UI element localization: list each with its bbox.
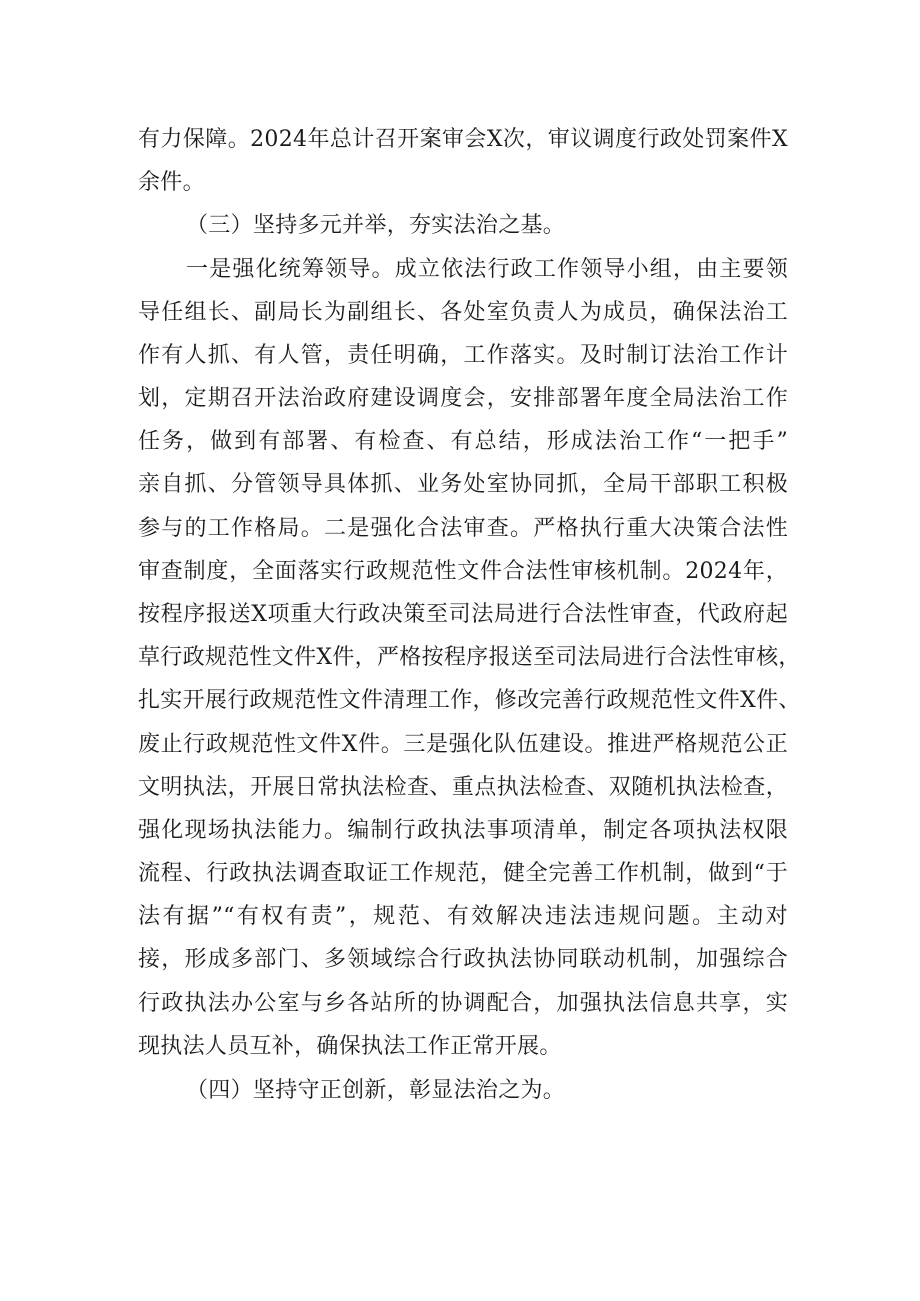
section-heading-3: （三）坚持多元并举，夯实法治之基。 <box>186 213 566 238</box>
paragraph-line: 任务，做到有部署、有检查、有总结，形成法治工作“一把手” <box>138 429 788 454</box>
paragraph-line: 按程序报送X项重大行政决策至司法局进行合法性审查，代政府起 <box>138 602 788 627</box>
paragraph-line: 导任组长、副局长为副组长、各处室负责人为成员，确保法治工 <box>138 300 788 325</box>
paragraph-line: 文明执法，开展日常执法检查、重点执法检查、双随机执法检查， <box>138 775 788 800</box>
paragraph-line: 行政执法办公室与乡各站所的协调配合，加强执法信息共享，实 <box>138 991 788 1016</box>
paragraph-line: 审查制度，全面落实行政规范性文件合法性审核机制。2024年， <box>138 559 788 584</box>
paragraph-line: 现执法人员互补，确保执法工作正常开展。 <box>138 1034 562 1059</box>
paragraph-line: 作有人抓、有人管，责任明确，工作落实。及时制订法治工作计 <box>138 343 788 368</box>
paragraph-line: 一是强化统筹领导。成立依法行政工作领导小组，由主要领 <box>186 257 788 282</box>
paragraph-line: 接，形成多部门、多领域综合行政执法协同联动机制，加强综合 <box>138 947 788 972</box>
paragraph-line: 余件。 <box>138 170 205 195</box>
paragraph-line: 法有据”“有权有责”，规范、有效解决违法违规问题。主动对 <box>138 904 788 929</box>
paragraph-line: 扎实开展行政规范性文件清理工作，修改完善行政规范性文件X件、 <box>138 688 801 713</box>
section-heading-4: （四）坚持守正创新，彰显法治之为。 <box>186 1078 566 1103</box>
paragraph-line: 有力保障。2024年总计召开案审会X次，审议调度行政处罚案件X <box>138 127 788 152</box>
paragraph-line: 参与的工作格局。二是强化合法审查。严格执行重大决策合法性 <box>138 516 788 541</box>
paragraph-line: 划，定期召开法治政府建设调度会，安排部署年度全局法治工作 <box>138 386 788 411</box>
paragraph-line: 草行政规范性文件X件，严格按程序报送至司法局进行合法性审核， <box>138 645 801 670</box>
paragraph-line: 亲自抓、分管领导具体抓、业务处室协同抓，全局干部职工积极 <box>138 472 788 497</box>
paragraph-line: 流程、行政执法调查取证工作规范，健全完善工作机制，做到“于 <box>138 861 788 886</box>
paragraph-line: 废止行政规范性文件X件。三是强化队伍建设。推进严格规范公正 <box>138 732 788 757</box>
paragraph-line: 强化现场执法能力。编制行政执法事项清单，制定各项执法权限 <box>138 818 788 843</box>
